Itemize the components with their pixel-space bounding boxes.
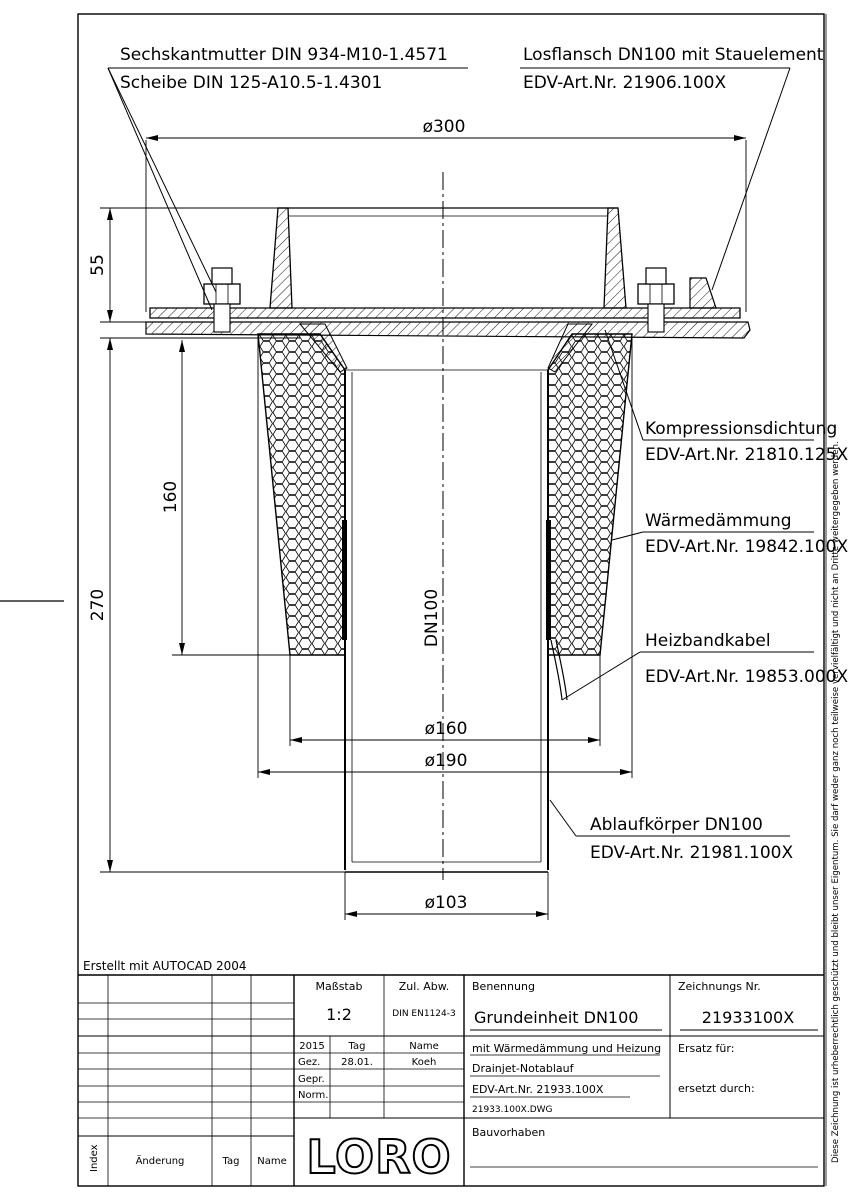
label-zul-abw: Zul. Abw. [398, 980, 450, 993]
dim-h160: 160 [161, 480, 181, 514]
stop-element [690, 278, 716, 308]
value-year: 2015 [299, 1041, 325, 1052]
value-benennung: Grundeinheit DN100 [474, 1008, 639, 1027]
label-aenderung: Änderung [135, 1156, 185, 1167]
heating-cable-right [546, 520, 551, 640]
callout-nut: Sechskantmutter DIN 934-M10-1.4571 [120, 45, 448, 65]
label-rev-tag: Tag [222, 1156, 240, 1167]
note-autocad: Erstellt mit AUTOCAD 2004 [83, 959, 247, 973]
dim-d190: ø190 [424, 751, 468, 771]
label-gepr: Gepr. [298, 1074, 325, 1085]
desc-line-4: 21933.100X.DWG [472, 1105, 553, 1115]
value-gez-name: Koeh [411, 1057, 437, 1068]
label-benennung: Benennung [472, 980, 535, 993]
value-massstab: 1:2 [326, 1005, 352, 1024]
label-tag: Tag [348, 1041, 366, 1052]
label-rev-name: Name [257, 1156, 287, 1167]
dim-h55: 55 [88, 254, 108, 276]
callout-seal: Kompressionsdichtung [645, 419, 838, 439]
hex-nut-left [204, 284, 240, 304]
callout-insulation: Wärmedämmung [645, 511, 792, 531]
callout-heater: Heizbandkabel [645, 631, 771, 651]
dim-d160: ø160 [424, 719, 468, 739]
label-index: Index [89, 1144, 100, 1172]
copyright-notice: Diese Zeichnung ist urheberrechtlich geschützt und bleibt unser Eigentum. Sie darf weder ganz noch teilweise vervielfältigt und nicht an Dritte weitergegeben werden. [831, 441, 841, 1163]
desc-line-1: mit Wärmedämmung und Heizung [472, 1042, 662, 1055]
heating-cable-left [342, 520, 347, 640]
flange-collar-left [270, 208, 292, 308]
value-gez-tag: 28.01. [341, 1057, 373, 1068]
desc-line-3: EDV-Art.Nr. 21933.100X [472, 1083, 604, 1096]
desc-line-2: Drainjet-Notablauf [472, 1062, 574, 1075]
label-bauvorhaben: Bauvorhaben [472, 1126, 546, 1139]
callout-flange: Losflansch DN100 mit Stauelement [523, 45, 824, 65]
label-ersetzt-durch: ersetzt durch: [678, 1082, 755, 1095]
flange-collar-right [604, 208, 626, 308]
hex-nut-right [638, 284, 674, 304]
label-norm: Norm. [298, 1090, 329, 1101]
dim-h270: 270 [88, 588, 108, 622]
callout-body: Ablaufkörper DN100 [590, 815, 763, 835]
value-zeichnung: 21933100X [701, 1008, 795, 1027]
drain-body-pipe [345, 370, 548, 870]
callout-seal-art: EDV-Art.Nr. 21810.125X [645, 445, 849, 465]
label-massstab: Maßstab [315, 980, 363, 993]
loro-logo: LORO [306, 1130, 452, 1184]
label-name: Name [409, 1041, 439, 1052]
label-gez: Gez. [298, 1057, 321, 1068]
callout-washer: Scheibe DIN 125-A10.5-1.4301 [120, 73, 383, 93]
dim-dn100: DN100 [422, 588, 442, 648]
dim-d300: ø300 [422, 117, 466, 137]
value-zul-abw: DIN EN1124-3 [392, 1009, 456, 1019]
callout-insulation-art: EDV-Art.Nr. 19842.100X [645, 537, 849, 557]
dim-d103: ø103 [424, 893, 468, 913]
callout-body-art: EDV-Art.Nr. 21981.100X [590, 843, 794, 863]
insulation-right [548, 334, 632, 655]
insulation-left [258, 334, 345, 655]
callout-heater-art: EDV-Art.Nr. 19853.000X [645, 667, 849, 687]
label-ersatz-fuer: Ersatz für: [678, 1042, 735, 1055]
callout-flange-art: EDV-Art.Nr. 21906.100X [523, 73, 727, 93]
label-zeichnung: Zeichnungs Nr. [678, 980, 761, 993]
